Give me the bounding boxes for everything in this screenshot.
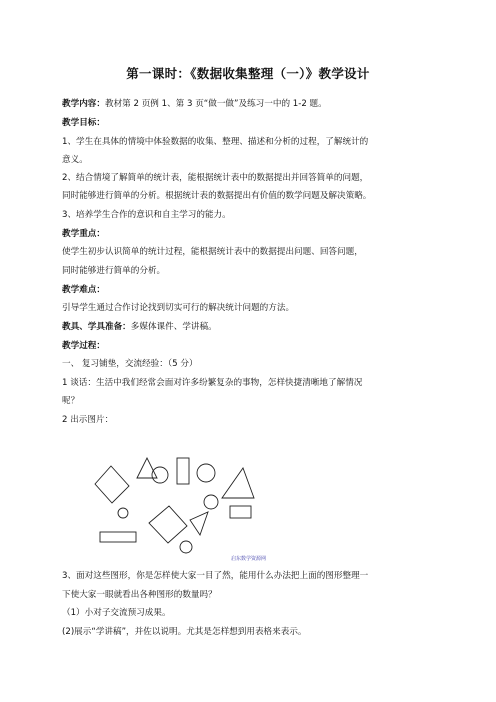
goal-line: 意义。 <box>62 155 88 165</box>
triangle-shape <box>137 458 157 478</box>
tools-label: 教具、学具准备： <box>62 322 131 332</box>
process-step: 一、 复习铺垫，交流经验：（5 分） <box>62 359 198 369</box>
content-text: 教材第 2 页例 1、第 3 页“做一做”及练习一中的 1-2 题。 <box>104 99 327 109</box>
circle-shape <box>180 541 192 553</box>
page-title: 第一课时：《数据收集整理（一）》教学设计 <box>126 66 370 81</box>
process-line: （1）小对子交流预习成果。 <box>62 608 171 618</box>
key-point-line: 同时能够进行简单的分析。 <box>62 266 166 276</box>
process-line: (2)展示“学讲稿”，并佐以说明。尤其是怎样想到用表格来表示。 <box>62 627 307 637</box>
rectangle-shape <box>177 458 189 484</box>
key-points-heading: 教学重点： <box>62 229 105 239</box>
circle-shape <box>118 508 128 518</box>
circle-shape <box>197 464 215 482</box>
square-shape <box>95 466 129 503</box>
square-shape <box>149 506 187 543</box>
key-point-line: 使学生初步认识简单的统计过程，能根据统计表中的数据提出问题、回答问题， <box>62 247 363 257</box>
difficulties-heading: 教学难点： <box>62 285 105 295</box>
circle-shape <box>152 467 168 483</box>
tools-text: 多媒体课件、学讲稿。 <box>130 322 217 332</box>
process-line: 呢？ <box>62 396 80 406</box>
circle-shape <box>204 495 218 509</box>
process-line: 3、面对这些图形，你是怎样使大家一目了然，能用什么办法把上面的图形整理一 <box>62 571 369 581</box>
process-line: 下使大家一眼就看出各种图形的数量吗？ <box>62 590 217 600</box>
goal-line: 3、培养学生合作的意识和自主学习的能力。 <box>62 210 231 220</box>
goal-line: 1、学生在具体的情境中体验数据的收集、整理、描述和分析的过程，了解统计的 <box>62 137 369 147</box>
goals-heading: 教学目标： <box>62 118 105 128</box>
goal-line: 2、结合情境了解简单的统计表，能根据统计表中的数据提出并回答简单的问题， <box>62 173 369 183</box>
difficulty-line: 引导学生通过合作讨论找到切实可行的解决统计问题的方法。 <box>62 303 295 313</box>
content-line <box>62 98 438 110</box>
tools-line <box>62 321 438 333</box>
triangle-shape <box>222 468 254 498</box>
goal-line: 同时能够进行简单的分析。根据统计表的数据提出有价值的数学问题及解决策略。 <box>62 191 372 201</box>
figure-watermark: 启东数学资源网 <box>231 556 267 562</box>
shapes-figure <box>92 450 276 566</box>
process-heading: 教学过程： <box>62 341 105 351</box>
rectangle-shape <box>230 506 251 518</box>
content-label: 教学内容： <box>62 99 105 109</box>
process-line: 1 谈话：生活中我们经常会面对许多纷繁复杂的事物，怎样快捷清晰地了解情况 <box>62 378 363 388</box>
triangle-shape <box>190 512 208 535</box>
rectangle-shape <box>100 532 136 542</box>
process-line: 2 出示图片： <box>62 415 114 425</box>
